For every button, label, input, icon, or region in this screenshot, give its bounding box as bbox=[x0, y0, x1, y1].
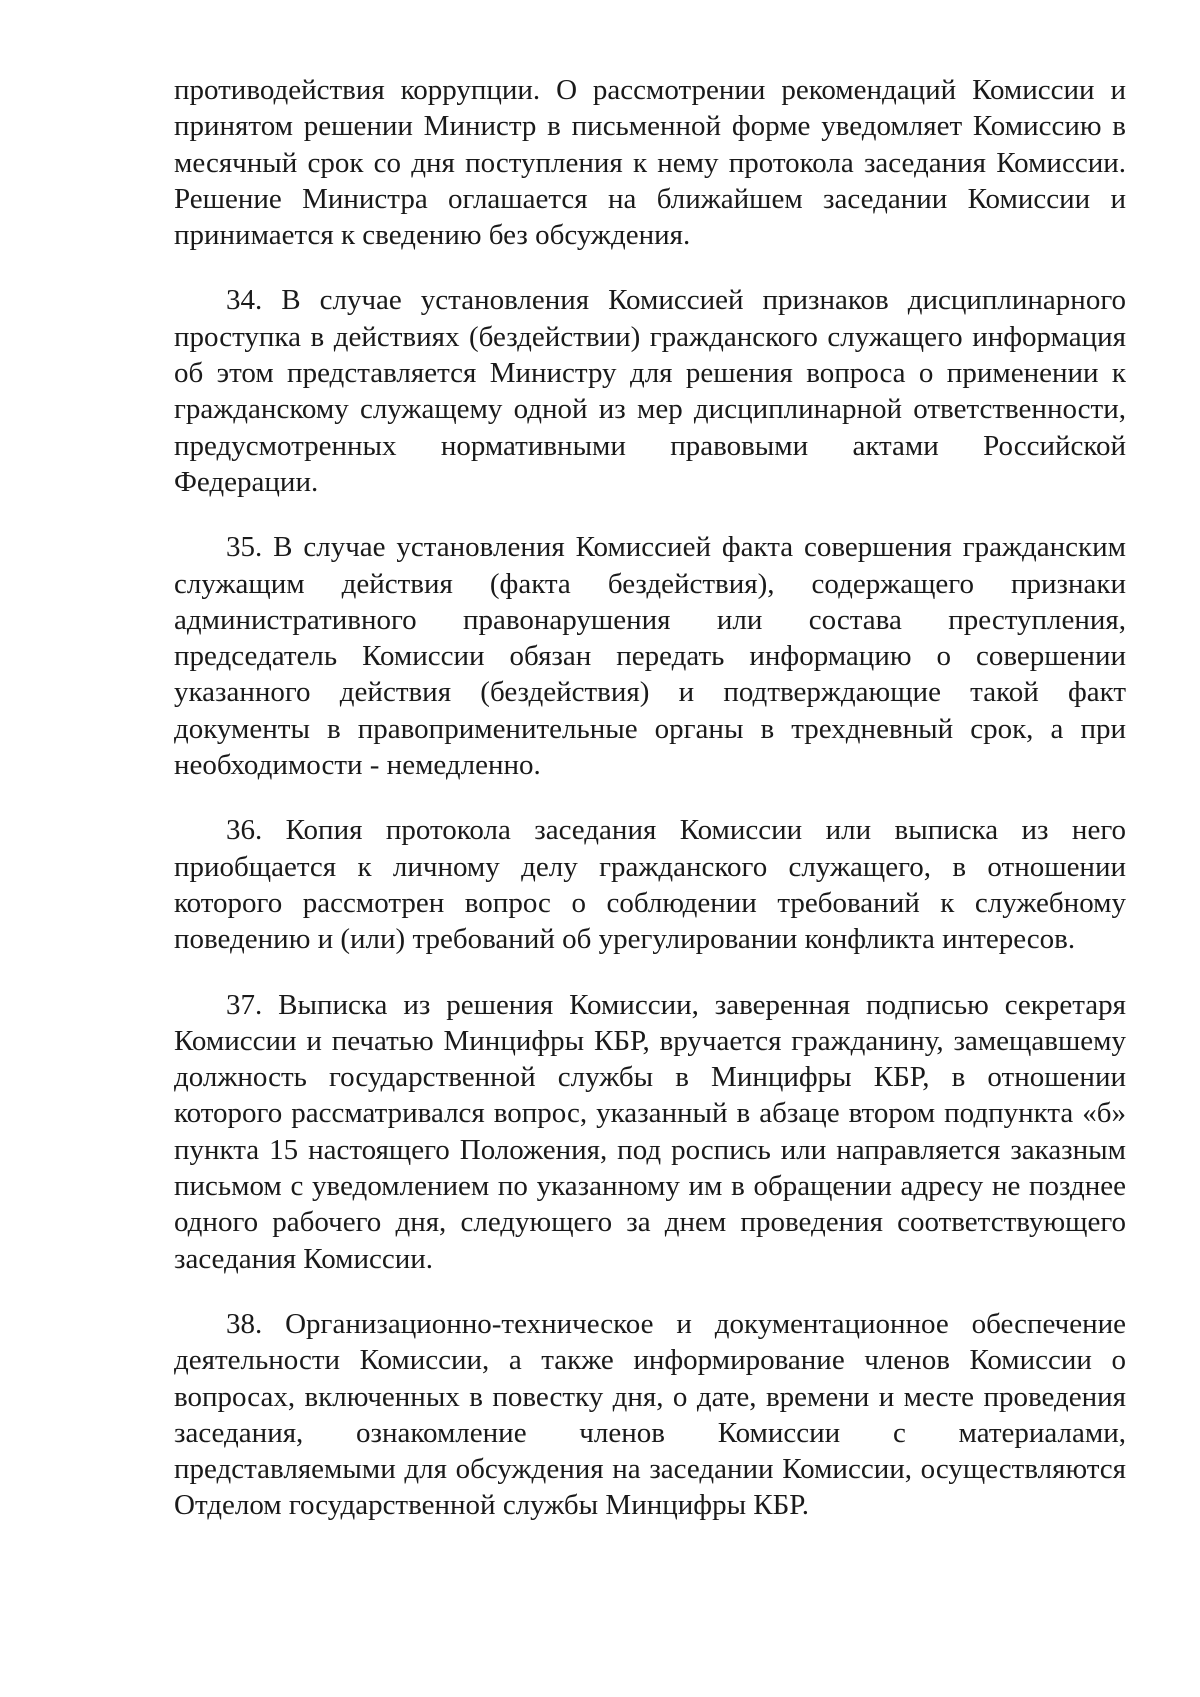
paragraph-34: 34. В случае установления Комиссией признаков дисциплинарного проступка в действиях (бездействии) гражданского служащего информация об этом представляется Министру для решения вопроса о применении к гражданскому служащему одной из мер дисциплинарной ответственности, предусмотренных нормативными правовыми актами Российской Федерации. bbox=[174, 284, 1126, 498]
paragraph-37: 37. Выписка из решения Комиссии, заверенная подписью секретаря Комиссии и печатью Минцифры КБР, вручается гражданину, замещавшему должность государственной службы в Минцифры КБР, в отношении которого рассматривался вопрос, указанный в абзаце втором подпункта «б» пункта 15 настоящего Положения, под роспись или направляется заказным письмом с уведомлением по указанному им в обращении адресу не позднее одного рабочего дня, следующего за днем проведения соответствующего заседания Комиссии. bbox=[174, 988, 1126, 1275]
document-body bbox=[174, 72, 1126, 1524]
paragraph-36: 36. Копия протокола заседания Комиссии или выписка из него приобщается к личному делу гражданского служащего, в отношении которого рассмотрен вопрос о соблюдении требований к служебному поведению и (или) требований об урегулировании конфликта интересов. bbox=[174, 814, 1126, 956]
paragraph-35: 35. В случае установления Комиссией факта совершения гражданским служащим действия (факта бездействия), содержащего признаки административного правонарушения или состава преступления, председатель Комиссии обязан передать информацию о совершении указанного действия (бездействия) и подтверждающие такой факт документы в правоприменительные органы в трехдневный срок, а при необходимости - немедленно. bbox=[174, 531, 1126, 782]
paragraph-38: 38. Организационно-техническое и документационное обеспечение деятельности Комиссии, а также информирование членов Комиссии о вопросах, включенных в повестку дня, о дате, времени и месте проведения заседания, ознакомление членов Комиссии с материалами, представляемыми для обсуждения на заседании Комиссии, осуществляются Отделом государственной службы Минцифры КБР. bbox=[174, 1307, 1126, 1522]
paragraph-continuation: противодействия коррупции. О рассмотрении рекомендаций Комиссии и принятом решении Министр в письменной форме уведомляет Комиссию в месячный срок со дня поступления к нему протокола заседания Комиссии. Решение Министра оглашается на ближайшем заседании Комиссии и принимается к сведению без обсуждения. bbox=[174, 74, 1126, 252]
